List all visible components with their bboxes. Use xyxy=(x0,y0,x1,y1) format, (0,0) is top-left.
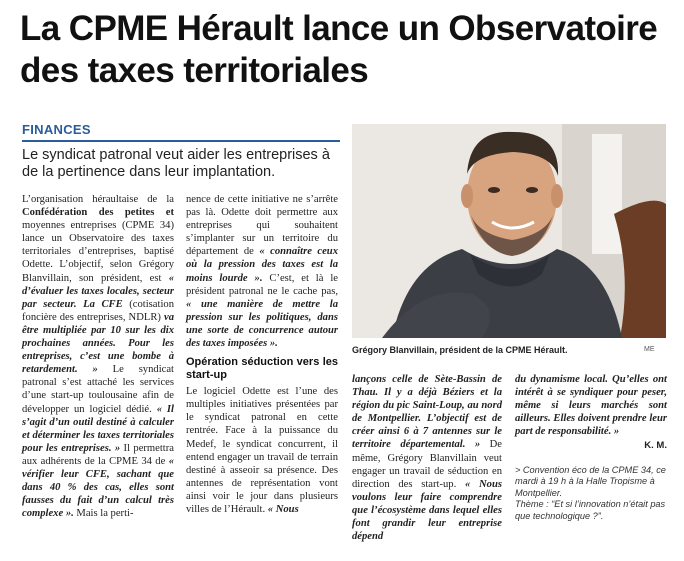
body-quote: du dynamisme local. Qu’elles ont intérêt à se syndiquer pour peser, même si leurs marchés sont ailleurs. Elles doivent prendre leur part de responsabilité. » xyxy=(515,374,667,438)
body-text: De même, Grégory Blanvillain veut engager un travail de séduction en direction des start-up. xyxy=(352,439,502,490)
photo-caption: Grégory Blanvillain, président de la CPME Hérault. xyxy=(352,345,568,355)
body-text: moyennes entreprises (CPME 34) lance un Observatoire des taxes territoriales d’entreprises, baptisé Odette. L’objectif, selon Grégory Blanvillain, son président, est xyxy=(22,220,174,284)
portrait-illustration xyxy=(352,124,666,338)
column-4 xyxy=(515,373,667,523)
body-text: Le logiciel Odette est l’une des multiples initiatives présentées par le syndicat patronal en cette rentrée. Face à la puissance du Medef, le syndicat concurrent, il entend engager un travail de terrain destiné à asseoir sa présence. Des antennes de représentation vont ainsi voir le jour dans plusieurs villes de l’Hérault. xyxy=(186,386,338,515)
event-infobox xyxy=(515,465,667,523)
body-quote: « Il s’agit d’un outil destiné à calculer et déterminer les taxes territoriales pour les entreprises. » xyxy=(22,403,174,454)
column-1 xyxy=(22,193,174,520)
body-quote: « d’évaluer les taxes locales, secteur par secteur. La CFE xyxy=(22,272,174,310)
column-3 xyxy=(352,373,502,543)
body-text: nence de cette initiative ne s’arrête pas là. Odette doit permettre aux entreprises qui souhaitent s’implanter sur un territoire du département de xyxy=(186,194,338,258)
body-text: Le syndicat patronal s’est attaché les services d’une start-up toulousaine afin de développer un logiciel dédié. xyxy=(22,364,174,415)
kicker-rule xyxy=(22,140,340,142)
body-quote: « Nous voulons leur faire comprendre que l’écosystème dans lequel elles font grandir leur entreprise dépend xyxy=(352,478,502,543)
body-quote: va être multipliée par 10 sur les dix prochaines années. Pour les entreprises, c’est une bombe à retardement. » xyxy=(22,311,174,376)
section-kicker: FINANCES xyxy=(22,122,91,137)
body-quote: lançons celle de Sète-Bassin de Thau. Il y a déjà Béziers et la région du pic Saint-Loup, au nord de Montpellier. L’objectif est de créer ainsi 6 à 7 antennes sur le territoire départemental. » xyxy=(352,374,502,451)
body-quote: « Nous xyxy=(267,503,299,515)
subheading: Opération séduction vers les start-up xyxy=(186,356,338,382)
standfirst: Le syndicat patronal veut aider les entreprises à de la pertinence dans leur implantation. xyxy=(22,147,330,180)
body-text: (cotisation foncière des entreprises, NDLR) xyxy=(22,298,174,323)
event-theme-line: Thème : “Et si l’innovation n’était pas que technologique ?”. xyxy=(515,499,666,521)
event-info-line: > Convention éco de la CPME 34, ce mardi à 19 h à la Halle Tropisme à Montpellier. xyxy=(515,464,666,498)
headline: La CPME Hérault lance un Observatoire des taxes territoriales xyxy=(20,9,658,90)
body-text: Il permettra aux adhérents de la CPME 34 de xyxy=(22,442,174,467)
author-signature: K. M. xyxy=(644,440,667,452)
column-2 xyxy=(186,193,338,516)
body-bold: Confédération des petites et xyxy=(22,207,174,219)
body-text: Mais la perti- xyxy=(73,508,134,520)
body-quote: « vérifier leur CFE, sachant que dans 40 % des cas, elles sont fausses du fait d’un calcul très complexe ». xyxy=(22,455,174,520)
photo-credit: ME xyxy=(644,346,655,353)
body-text: C’est, et là le président patronal ne le cache pas, xyxy=(186,272,338,297)
body-quote: « connaître ceux où la pression des taxes est la moins lourde ». xyxy=(186,246,339,284)
body-quote: « une manière de mettre la pression sur les politiques, dans une sorte de concurrence autour des taxes imposées ». xyxy=(186,298,338,350)
body-text: L’organisation héraultaise de la xyxy=(22,194,174,205)
portrait-photo xyxy=(352,124,666,338)
